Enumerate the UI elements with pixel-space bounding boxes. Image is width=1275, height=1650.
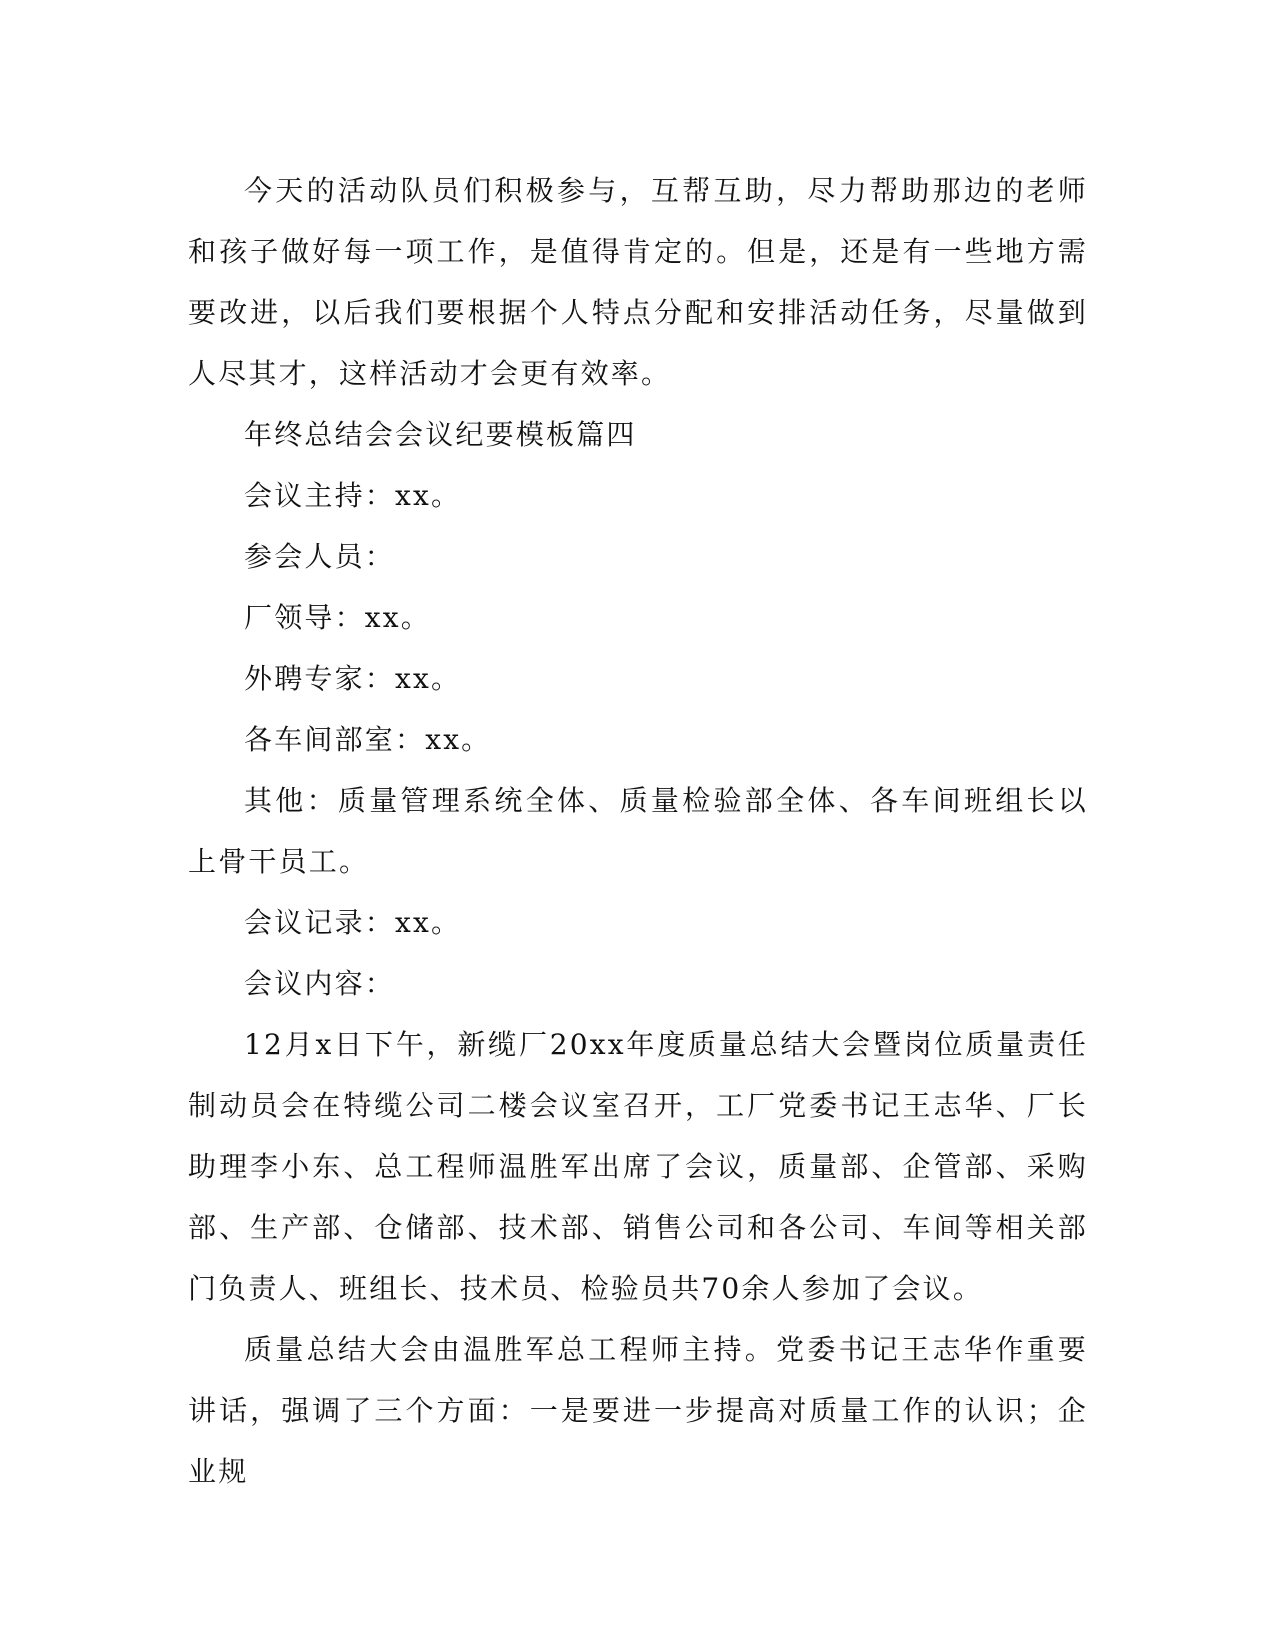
meeting-recorder: 会议记录：xx。 — [244, 906, 462, 939]
paragraph-quality-summary: 质量总结大会由温胜军总工程师主持。党委书记王志华作重要讲话，强调了三个方面：一是要进一步提高对质量工作的认识；企业规 — [188, 1333, 1088, 1488]
other-attendees: 其他：质量管理系统全体、质量检验部全体、各车间班组长以上骨干员工。 — [188, 784, 1088, 878]
section-heading: 年终总结会会议纪要模板篇四 — [244, 418, 637, 451]
attendees-label: 参会人员： — [244, 540, 396, 573]
factory-leaders: 厂领导：xx。 — [244, 601, 431, 634]
paragraph-activity-summary: 今天的活动队员们积极参与，互帮互助，尽力帮助那边的老师和孩子做好每一项工作，是值得肯定的。但是，还是有一些地方需要改进，以后我们要根据个人特点分配和安排活动任务，尽量做到人尽其才，这样活动才会更有效率。 — [188, 174, 1088, 390]
paragraph-meeting-details: 12月x日下午，新缆厂20xx年度质量总结大会暨岗位质量责任制动员会在特缆公司二楼会议室召开，工厂党委书记王志华、厂长助理李小东、总工程师温胜军出席了会议，质量部、企管部、采购部、生产部、仓储部、技术部、销售公司和各公司、车间等相关部门负责人、班组长、技术员、检验员共70余人参加了会议。 — [188, 1028, 1088, 1305]
meeting-content-label: 会议内容： — [244, 967, 396, 1000]
document-body — [188, 160, 1088, 1502]
meeting-host: 会议主持：xx。 — [244, 479, 462, 512]
workshop-departments: 各车间部室：xx。 — [244, 723, 492, 756]
external-experts: 外聘专家：xx。 — [244, 662, 462, 695]
